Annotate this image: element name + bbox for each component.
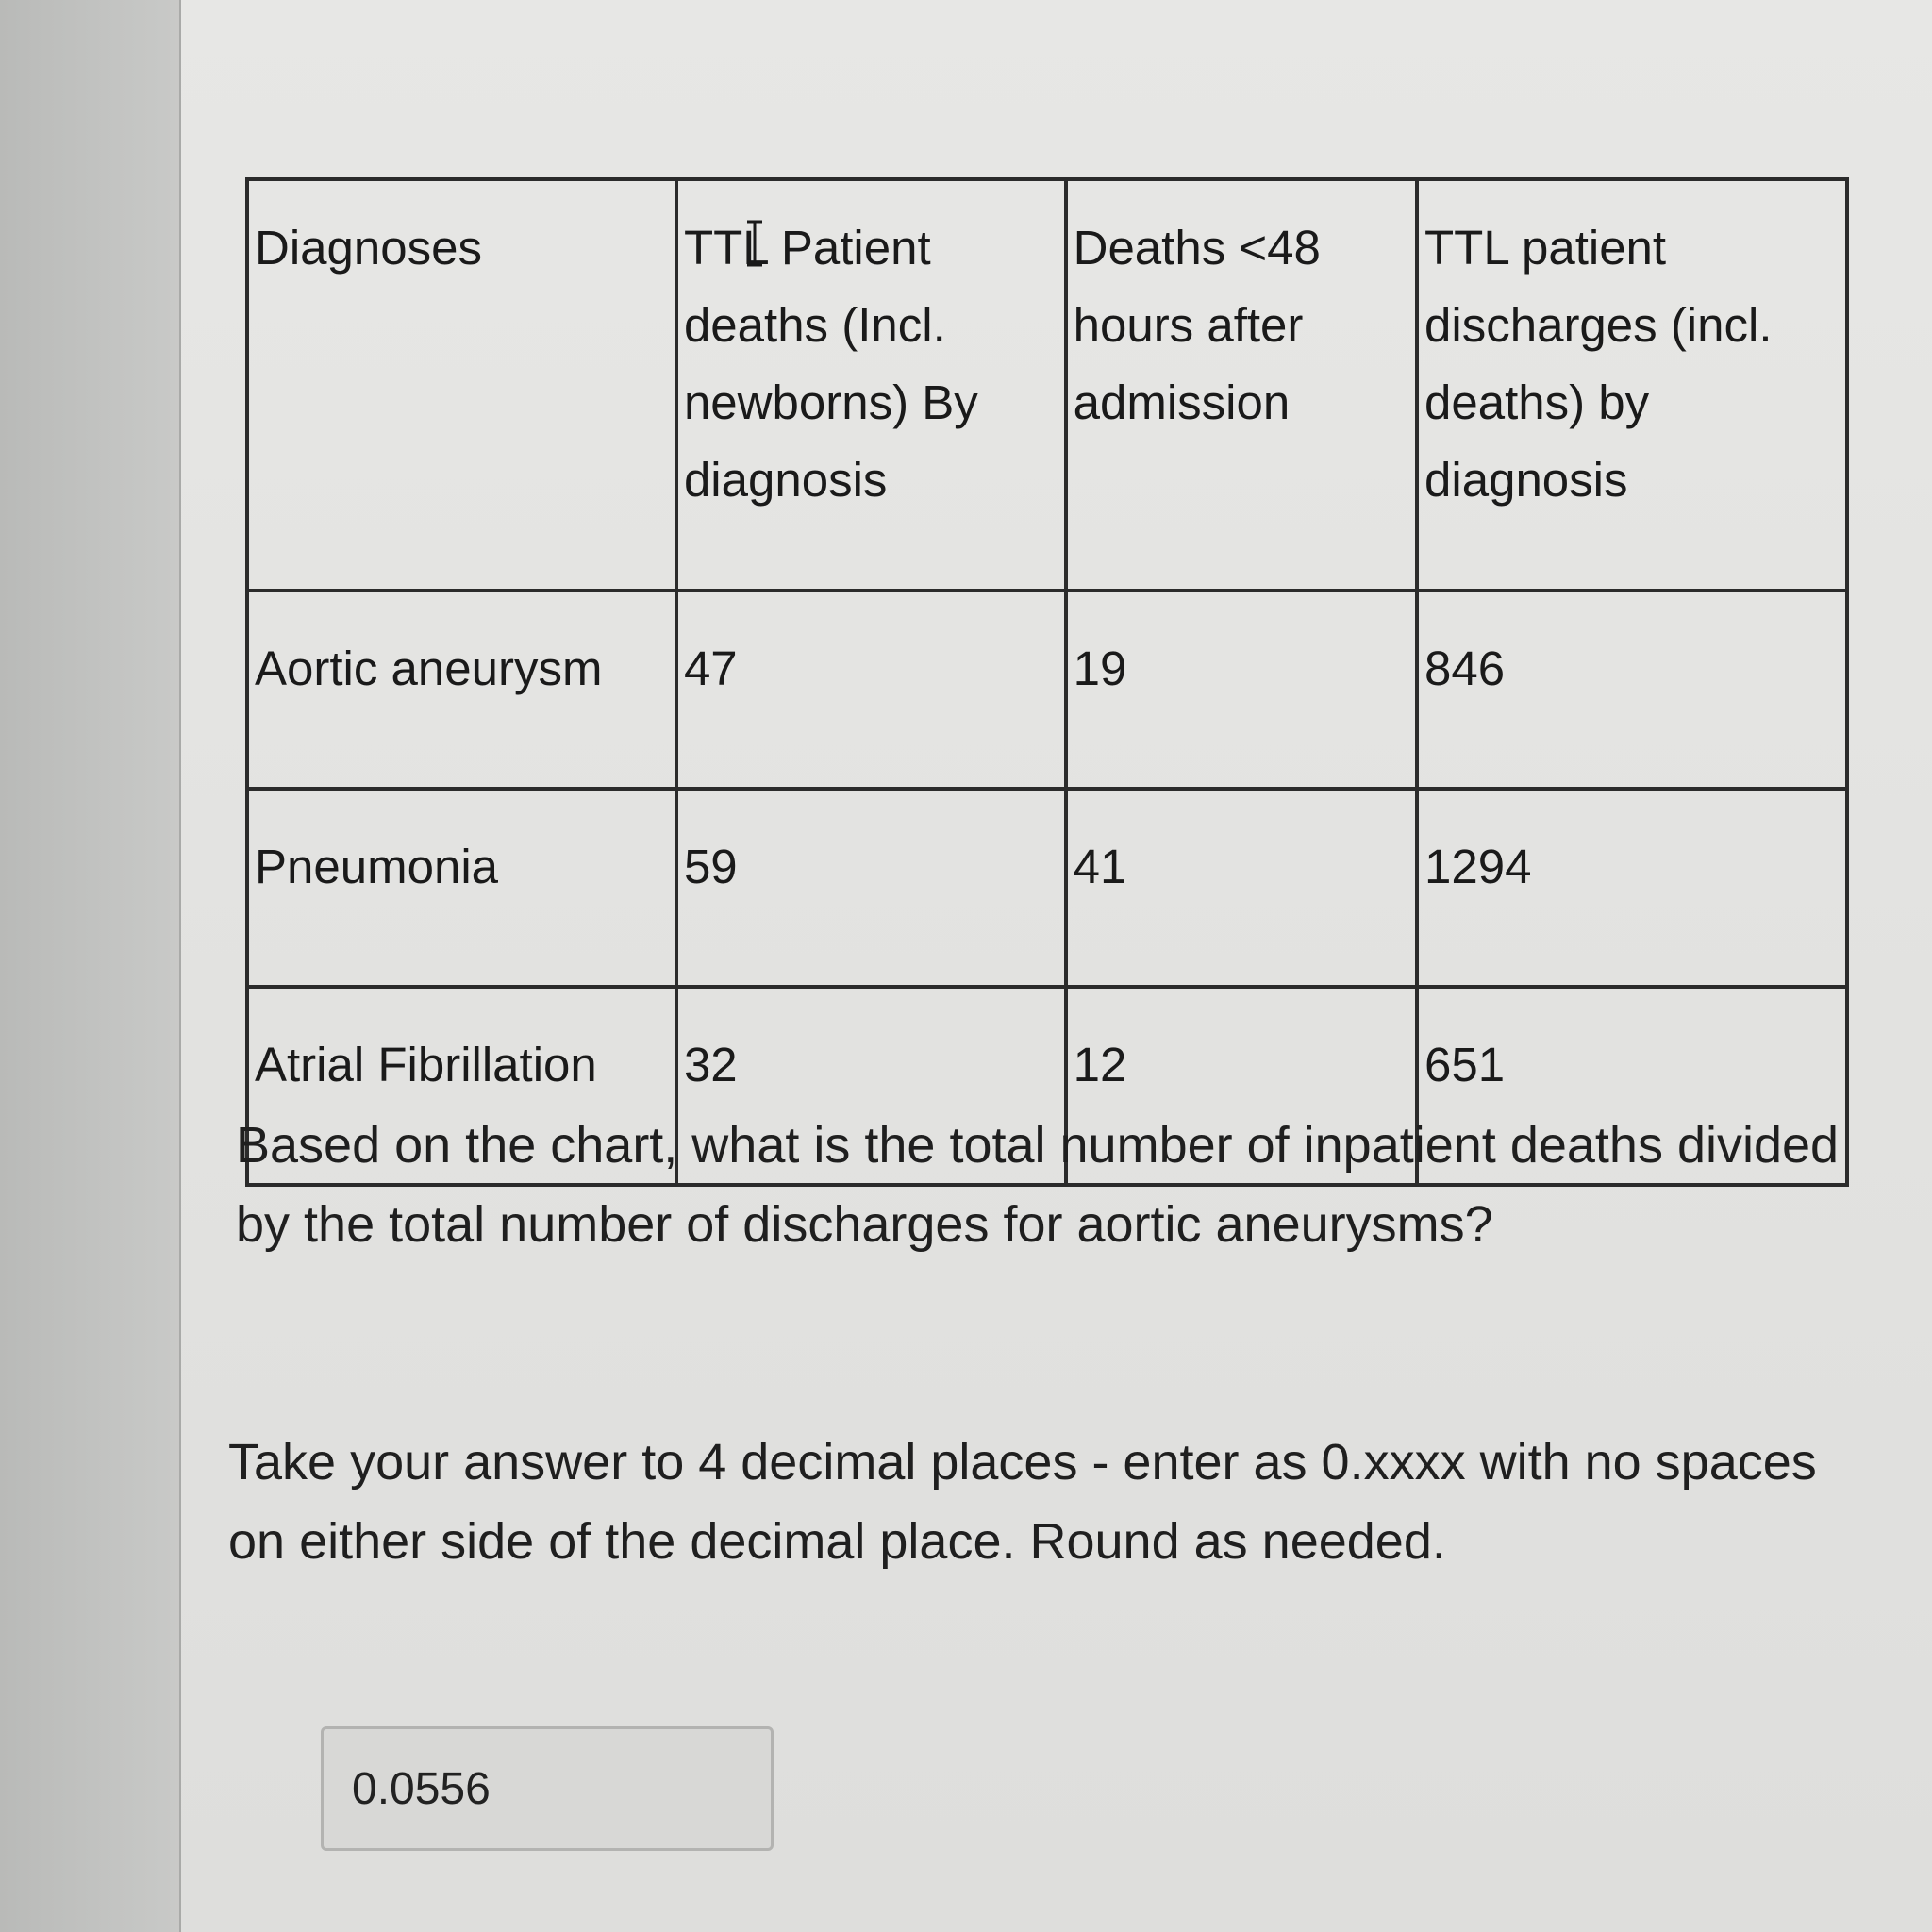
table-row <box>247 591 1847 789</box>
table-row <box>247 789 1847 987</box>
header-diagnoses: Diagnoses <box>247 179 676 591</box>
cell-total-discharges: 651 <box>1417 987 1847 1185</box>
cell-deaths-under-48-hours: 41 <box>1066 789 1417 987</box>
diagnoses-table <box>245 177 1849 1187</box>
header-total-deaths: TTL Patient deaths (Incl. newborns) By diagnosis <box>676 179 1066 591</box>
cell-total-deaths: 32 <box>676 987 1066 1185</box>
cell-total-deaths: 59 <box>676 789 1066 987</box>
cell-total-discharges: 1294 <box>1417 789 1847 987</box>
cell-diagnosis: Aortic aneurysm <box>247 591 676 789</box>
cell-total-deaths: 47 <box>676 591 1066 789</box>
cell-diagnosis: Pneumonia <box>247 789 676 987</box>
cell-diagnosis: Atrial Fibrillation <box>247 987 676 1185</box>
left-margin <box>0 0 175 1932</box>
cell-deaths-under-48-hours: 12 <box>1066 987 1417 1185</box>
answer-instructions: Take your answer to 4 decimal places - enter as 0.xxxx with no spaces on either side of the decimal place. Round as needed. <box>228 1434 1817 1570</box>
header-total-discharges: TTL patient discharges (incl. deaths) by diagnosis <box>1417 179 1847 591</box>
cell-deaths-under-48-hours: 19 <box>1066 591 1417 789</box>
text-cursor-icon <box>743 219 766 268</box>
header-deaths-under-48-hours: Deaths <48 hours after admission <box>1066 179 1417 591</box>
answer-input[interactable] <box>321 1726 774 1851</box>
question-text: Based on the chart, what is the total number of inpatient deaths divided by the total number of discharges for aortic aneurysms? <box>236 1117 1840 1253</box>
table-header-row <box>247 179 1847 591</box>
cell-total-discharges: 846 <box>1417 591 1847 789</box>
